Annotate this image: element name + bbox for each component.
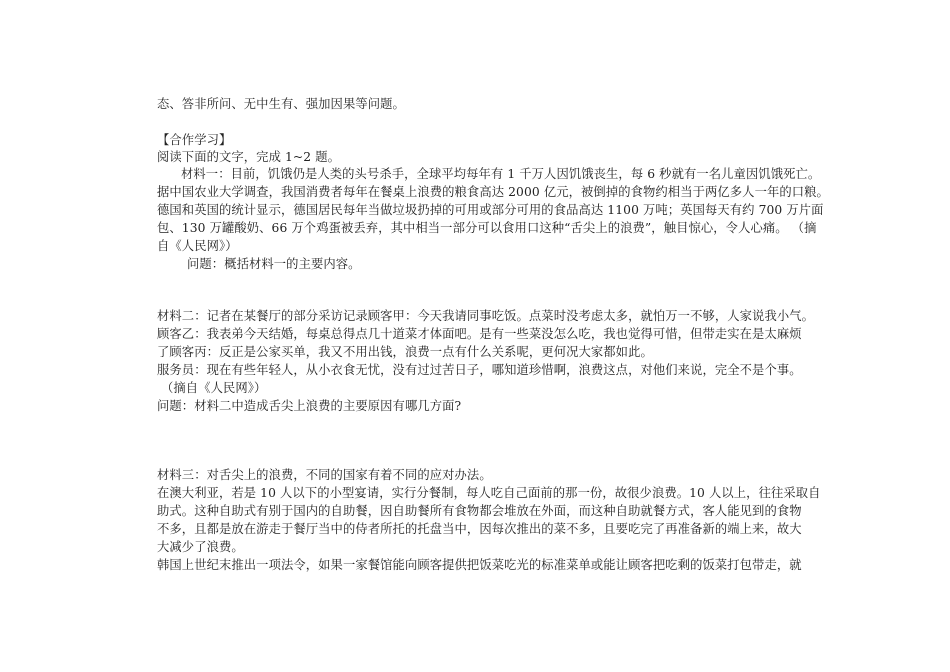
material-one-line-4: 包、130 万罐酸奶、66 万个鸡蛋被丢弃，其中相当一部分可以食用口这种“舌尖上的浪费”，触目惊心，令人心痛。 （摘	[157, 221, 817, 235]
text-line-continuation: 态、答非所问、无中生有、强加因果等问题。	[157, 97, 405, 111]
material-three-line-5: 大减少了浪费。	[157, 540, 244, 554]
material-two-line-1: 材料二：记者在某餐厅的部分采访记录顾客甲：今天我请同事吃饭。点菜时没考虑太多，就怕万一不够，人家说我小气。	[157, 309, 815, 323]
material-two-line-4: 服务员：现在有些年轻人，从小衣食无忧，没有过过苦日子，哪知道珍惜啊，浪费这点，对他们来说，完全不是个事。	[157, 363, 802, 377]
section-heading-cooperative-learning: 【合作学习】	[157, 133, 232, 147]
material-three-line-2: 在澳大利亚，若是 10 人以下的小型宴请，实行分餐制，每人吃自己面前的那一份，故很少浪费。10 人以上，往往采取自	[157, 486, 821, 500]
instruction-line: 阅读下面的文字，完成 1~2 题。	[157, 150, 341, 164]
material-three-line-6: 韩国上世纪末推出一项法令，如果一家餐馆能向顾客提供把饭菜吃光的标准菜单或能让顾客把吃剩的饭菜打包带走，就	[157, 558, 802, 572]
material-two-source: （摘自《人民网》）	[161, 381, 267, 395]
material-one-line-2: 据中国农业大学调查，我国消费者每年在餐桌上浪费的粮食高达 2000 亿元，被倒掉的食物约相当于两亿多人一年的口粮。	[157, 185, 829, 199]
material-three-line-1: 材料三：对舌尖上的浪费，不同的国家有着不同的应对办法。	[157, 468, 492, 482]
question-two: 问题：材料二中造成舌尖上浪费的主要原因有哪几方面?	[157, 399, 462, 413]
material-one-line-3: 德国和英国的统计显示，德国居民每年当做垃圾扔掉的可用或部分可用的食品高达 1100 万吨；英国每天有约 700 万片面	[157, 203, 824, 217]
material-two-line-3: 了顾客丙：反正是公家买单，我又不用出钱，浪费一点有什么关系呢，更何况大家都如此。	[157, 345, 653, 359]
question-one: 问题：概括材料一的主要内容。	[187, 257, 361, 271]
material-three-line-3: 助式。这种自助式有别于国内的自助餐，因自助餐所有食物都会堆放在外面，而这种自助就餐方式，客人能见到的食物	[157, 504, 802, 518]
material-one-line-5: 自《人民网》）	[157, 239, 238, 253]
material-one-line-1: 材料一：目前，饥饿仍是人类的头号杀手，全球平均每年有 1 千万人因饥饿丧生，每 6 秒就有一名儿童因饥饿死亡。	[181, 167, 821, 181]
material-two-line-2: 顾客乙：我表弟今天结婚，每桌总得点几十道菜才体面吧。是有一些菜没怎么吃，我也觉得可惜，但带走实在是太麻烦	[157, 327, 802, 341]
material-three-line-4: 不多，且都是放在游走于餐厅当中的侍者所托的托盘当中，因每次推出的菜不多，且要吃完了再准备新的端上来，故大	[157, 522, 802, 536]
